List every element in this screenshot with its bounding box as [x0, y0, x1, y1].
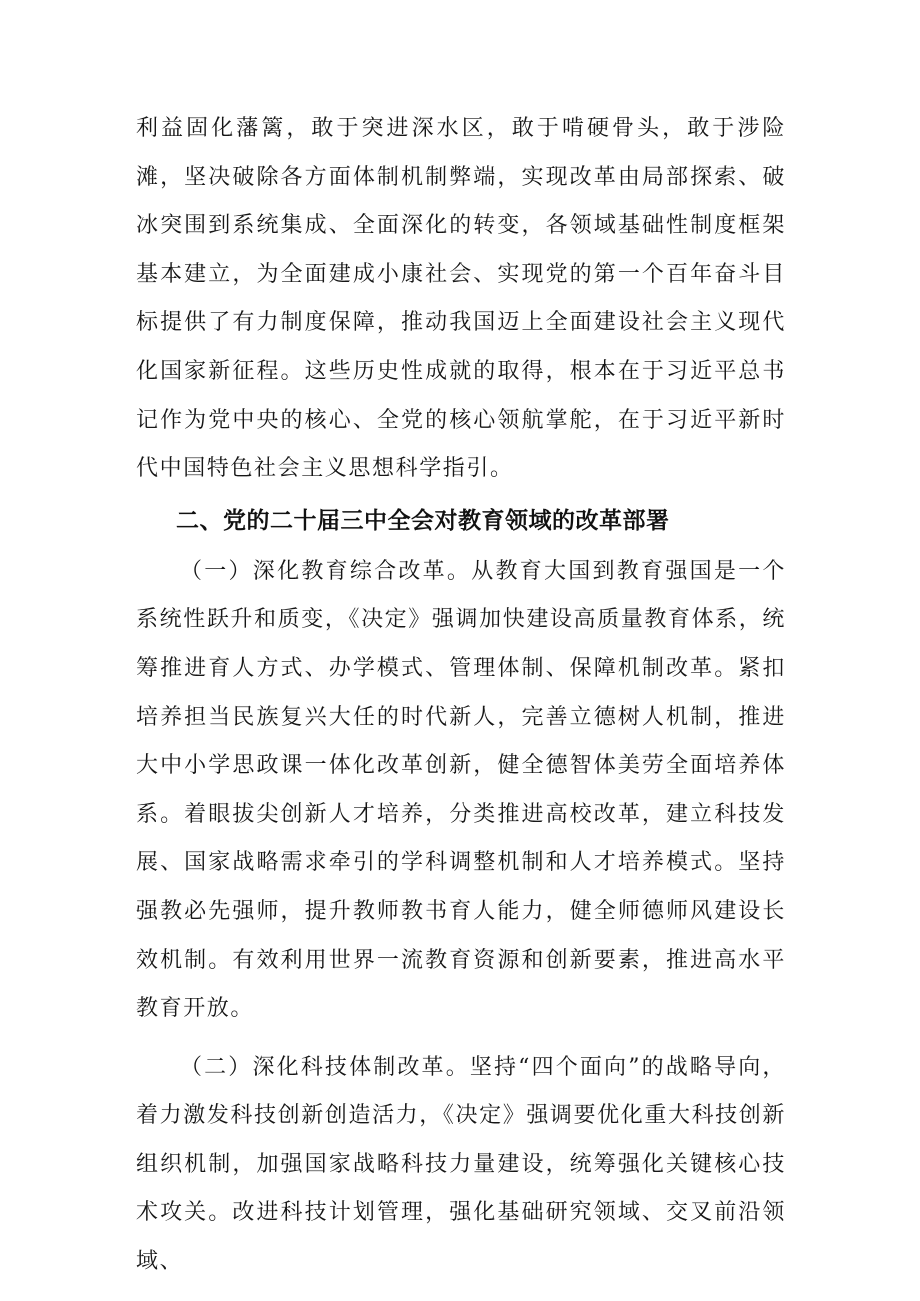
continuation-paragraph: 利益固化藩篱，敢于突进深水区，敢于啃硬骨头，敢于涉险滩，坚决破除各方面体制机制弊端，实现改革由局部探索、破冰突围到系统集成、全面深化的转变，各领域基础性制度框架基本建立，为全面建成小康社会、实现党的第一个百年奋斗目标提供了有力制度保障，推动我国迈上全面建设社会主义现代化国家新征程。这些历史性成就的取得，根本在于习近平总书记作为党中央的核心、全党的核心领航掌舵，在于习近平新时代中国特色社会主义思想科学指引。: [136, 116, 786, 482]
paragraph-education-reform: （一）深化教育综合改革。从教育大国到教育强国是一个系统性跃升和质变，《决定》强调加快建设高质量教育体系，统筹推进育人方式、办学模式、管理体制、保障机制改革。紧扣培养担当民族复兴大任的时代新人，完善立德树人机制，推进大中小学思政课一体化改革创新，健全德智体美劳全面培养体系。着眼拔尖创新人才培养，分类推进高校改革，建立科技发展、国家战略需求牵引的学科调整机制和人才培养模式。坚持强教必先强师，提升教师教书育人能力，健全师德师风建设长效机制。有效利用世界一流教育资源和创新要素，推进高水平教育开放。: [136, 558, 786, 1022]
section-heading: 二、党的二十届三中全会对教育领域的改革部署: [176, 507, 670, 534]
paragraph-tech-reform: （二）深化科技体制改革。坚持“四个面向”的战略导向，着力激发科技创新创造活力，《决定》强调要优化重大科技创新组织机制，加强国家战略科技力量建设，统筹强化关键核心技术攻关。改进科技计划管理，强化基础研究领域、交叉前沿领域、: [136, 1054, 786, 1275]
document-body: [136, 105, 786, 1287]
paragraph-spacer: [136, 1034, 786, 1044]
